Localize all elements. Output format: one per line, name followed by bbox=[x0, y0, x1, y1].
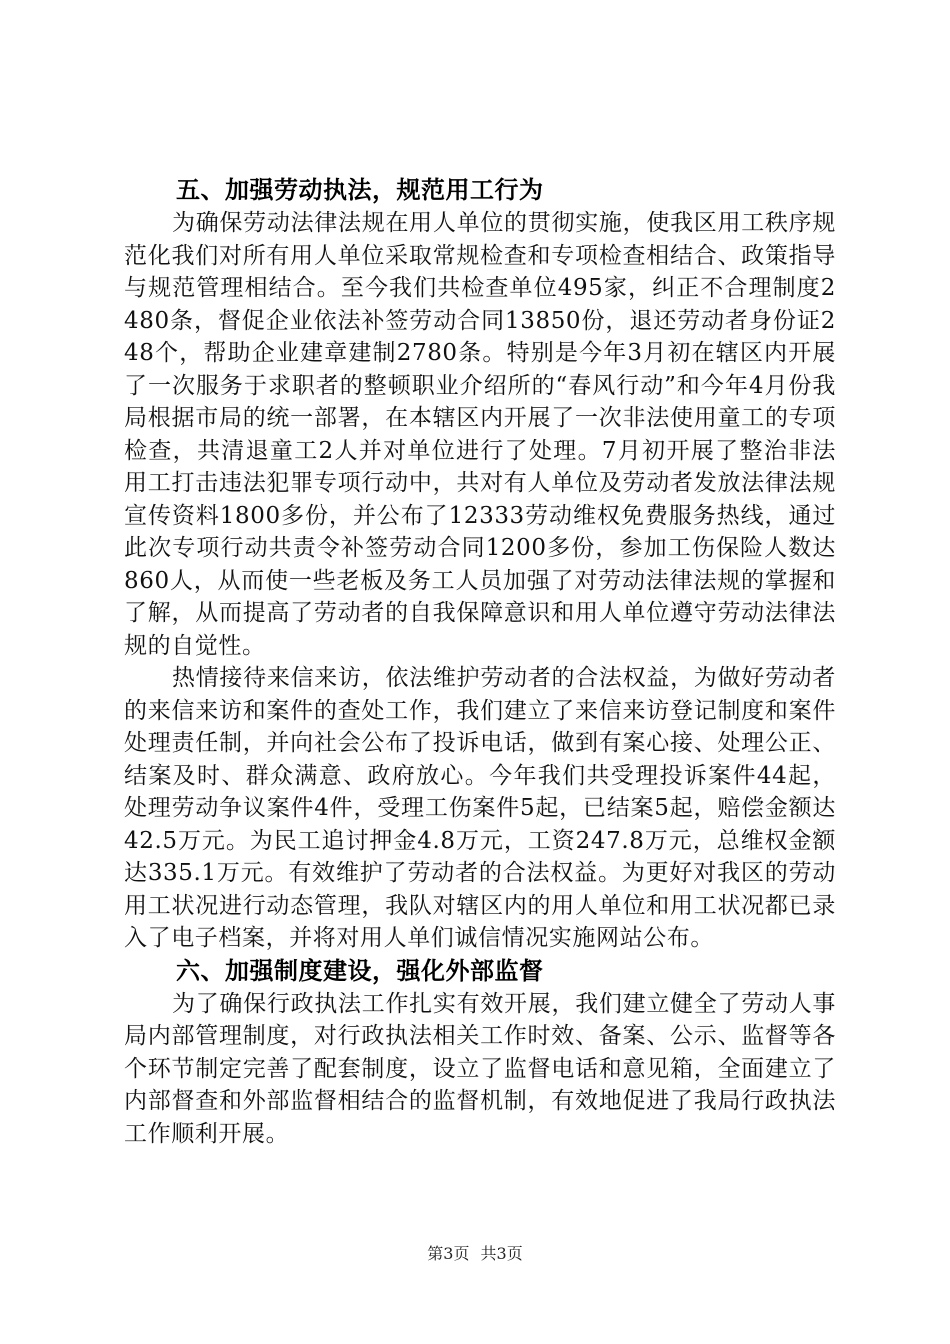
paragraph-labor-enforcement: 为确保劳动法律法规在用人单位的贯彻实施，使我区用工秩序规范化我们对所有用人单位采取常规检查和专项检查相结合、政策指导与规范管理相结合。至今我们共检查单位495家，纠正不合理制度2480条，督促企业依法补签劳动合同13850份，退还劳动者身份证248个，帮助企业建章建制2780条。特别是今年3月初在辖区内开展了一次服务于求职者的整顿职业介绍所的“春风行动”和今年4月份我局根据市局的统一部署，在本辖区内开展了一次非法使用童工的专项检查，共清退童工2人并对单位进行了处理。7月初开展了整治非法用工打击违法犯罪专项行动中，共对有人单位及劳动者发放法律法规宣传资料1800多份，并公布了12333劳动维权免费服务热线，通过此次专项行动共责令补签劳动合同1200多份，参加工伤保险人数达860人，从而使一些老板及务工人员加强了对劳动法律法规的掌握和了解，从而提高了劳动者的自我保障意识和用人单位遵守劳动法律法规的自觉性。 bbox=[124, 210, 836, 659]
page-number: 第3页 bbox=[427, 1244, 470, 1263]
paragraph-letters-visits: 热情接待来信来访，依法维护劳动者的合法权益，为做好劳动者的来信来访和案件的查处工作，我们建立了来信来访登记制度和案件处理责任制，并向社会公布了投诉电话，做到有案心接、处理公正、结案及时、群众满意、政府放心。今年我们共受理投诉案件44起，处理劳动争议案件4件，受理工伤案件5起，已结案5起，赔偿金额达42.5万元。为民工追讨押金4.8万元，工资247.8万元，总维权金额达335.1万元。有效维护了劳动者的合法权益。为更好对我区的劳动用工状况进行动态管理，我队对辖区内的用人单位和用工状况都已录入了电子档案，并将对用人单们诚信情况实施网站公布。 bbox=[124, 665, 836, 951]
paragraph-system-building: 为了确保行政执法工作扎实有效开展，我们建立健全了劳动人事局内部管理制度，对行政执法相关工作时效、备案、公示、监督等各个环节制定完善了配套制度，设立了监督电话和意见箱，全面建立了内部督查和外部监督相结合的监督机制，有效地促进了我局行政执法工作顺利开展。 bbox=[124, 990, 836, 1147]
section-heading-6: 六、加强制度建设，强化外部监督 bbox=[176, 956, 544, 985]
page-total: 共3页 bbox=[480, 1244, 523, 1263]
section-heading-5: 五、加强劳动执法，规范用工行为 bbox=[176, 176, 544, 204]
document-body bbox=[124, 174, 836, 1150]
page-footer bbox=[0, 1243, 950, 1265]
